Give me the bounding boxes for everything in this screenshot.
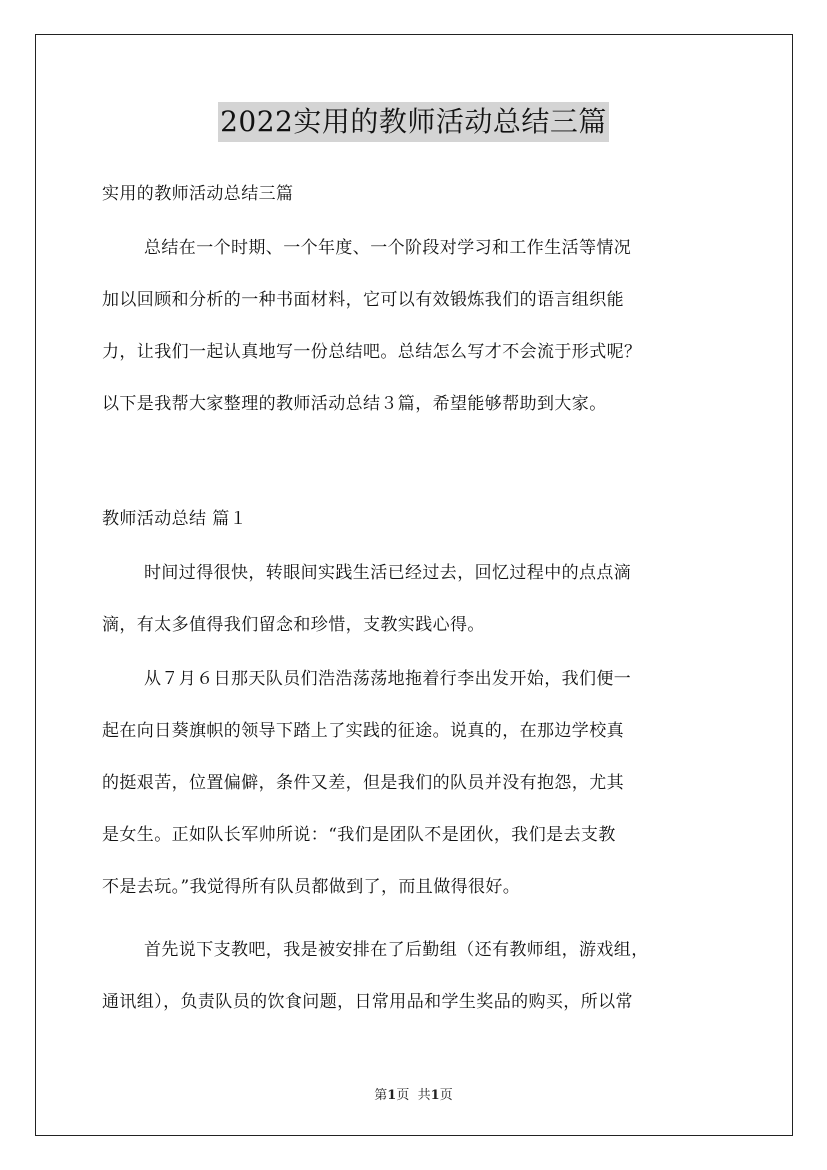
- section-heading: 教师活动总结 篇１: [102, 509, 248, 529]
- total-pages: 1: [430, 1088, 440, 1103]
- text-line: 不是去玩。”我觉得所有队员都做到了，而且做得很好。: [102, 877, 521, 897]
- paragraph-2: [102, 653, 730, 913]
- text-line: 从７月６日那天队员们浩浩荡荡地拖着行李出发开始，我们便一: [144, 669, 632, 689]
- title-container: [0, 102, 827, 142]
- paragraph-1: [102, 547, 730, 651]
- text-line: 总结在一个时期、一个年度、一个阶段对学习和工作生活等情况: [144, 238, 632, 258]
- document-title: 2022实用的教师活动总结三篇: [218, 102, 609, 142]
- paragraph-3: [102, 924, 730, 1028]
- text-line: 滴，有太多值得我们留念和珍惜，支教实践心得。: [102, 615, 485, 635]
- text-line: 是女生。正如队长军帅所说：“我们是团队不是团伙，我们是去支教: [102, 825, 616, 845]
- text-line: 首先说下支教吧，我是被安排在了后勤组（还有教师组，游戏组，: [144, 940, 649, 960]
- intro-paragraph: [102, 222, 730, 430]
- text-line: 起在向日葵旗帜的领导下踏上了实践的征途。说真的，在那边学校真: [102, 721, 624, 741]
- text-line: 加以回顾和分析的一种书面材料，它可以有效锻炼我们的语言组织能: [102, 290, 624, 310]
- text-line: 力，让我们一起认真地写一份总结吧。总结怎么写才不会流于形式呢？: [102, 342, 642, 362]
- page-number: 1: [387, 1088, 397, 1103]
- text-line: 通讯组），负责队员的饮食问题，日常用品和学生奖品的购买，所以常: [102, 992, 633, 1012]
- document-subtitle: 实用的教师活动总结三篇: [102, 184, 294, 204]
- text-line: 时间过得很快，转眼间实践生活已经过去，回忆过程中的点点滴: [144, 563, 632, 583]
- text-line: 以下是我帮大家整理的教师活动总结３篇，希望能够帮助到大家。: [102, 394, 607, 414]
- text-line: 的挺艰苦，位置偏僻，条件又差，但是我们的队员并没有抱怨，尤其: [102, 773, 624, 793]
- page-footer: 第1页 共1页: [374, 1088, 453, 1103]
